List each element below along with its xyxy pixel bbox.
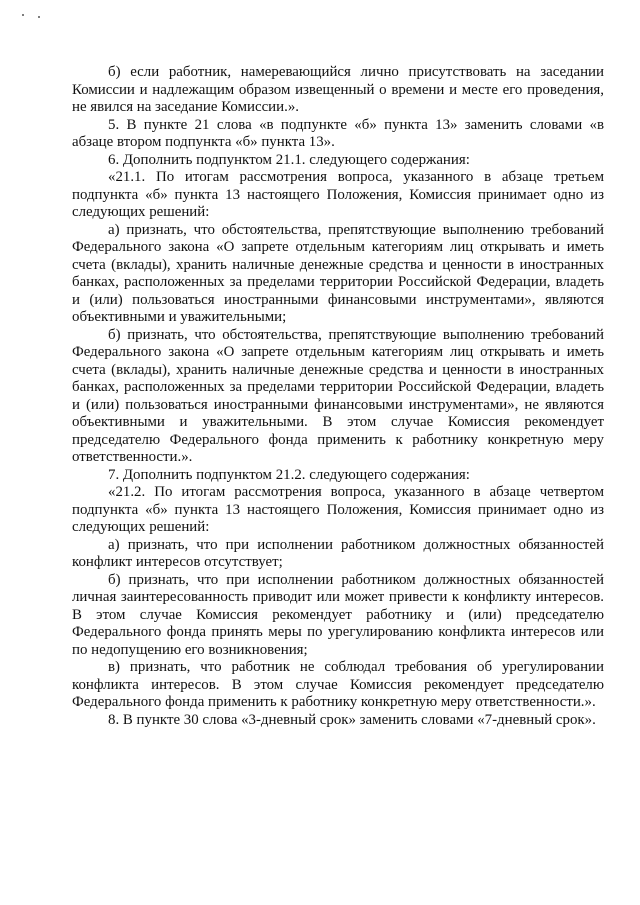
paragraph-item-7: 7. Дополнить подпунктом 21.2. следующего содержания: (108, 466, 470, 483)
paragraph-item-5: 5. В пункте 21 слова «в подпункте «б» пункта 13» заменить словами «в абзаце втором подпункта «б» пункта 13». (72, 116, 604, 150)
scan-speck (22, 14, 24, 16)
paragraph-21-1: «21.1. По итогам рассмотрения вопроса, указанного в абзаце третьем подпункта «б» пункта 13 настоящего Положения, Комиссия принимает одно из следующих решений: (72, 169, 604, 220)
paragraph-item-8: 8. В пункте 30 слова «3-дневный срок» заменить словами «7-дневный срок». (108, 711, 596, 728)
paragraph-21-2-v: в) признать, что работник не соблюдал требования об урегулировании конфликта интересов. В этом случае Комиссия рекомендует председателю Федерального фонда применить к работнику конкретную меру ответственности.». (72, 659, 604, 710)
paragraph-b-absence: б) если работник, намеревающийся лично присутствовать на заседании Комиссии и надлежащим образом извещенный о времени и месте его проведения, не явился на заседание Комиссии.». (72, 64, 604, 115)
paragraph-item-6: 6. Дополнить подпунктом 21.1. следующего содержания: (108, 151, 470, 168)
paragraph-21-2-a: а) признать, что при исполнении работником должностных обязанностей конфликт интересов отсутствует; (72, 536, 604, 570)
scan-speck (38, 16, 40, 18)
paragraph-21-2-b: б) признать, что при исполнении работником должностных обязанностей личная заинтересованность приводит или может привести к конфликту интересов. В этом случае Комиссия рекомендует работнику и (или) председателю Федерального фонда принять меры по урегулированию конфликта интересов или по недопущению его возникновения; (72, 571, 604, 658)
paragraph-21-1-a: а) признать, что обстоятельства, препятствующие выполнению требований Федерального закона «О запрете отдельным категориям лиц открывать и иметь счета (вклады), хранить наличные денежные средства и ценности в иностранных банках, расположенных за пределами территории Российской Федерации, владеть и (или) пользоваться иностранными финансовыми инструментами», являются объективными и уважительными; (72, 221, 604, 325)
paragraph-21-2: «21.2. По итогам рассмотрения вопроса, указанного в абзаце четвертом подпункта «б» пункта 13 настоящего Положения, Комиссия принимает одно из следующих решений: (72, 484, 604, 535)
document-body (72, 64, 604, 729)
paragraph-21-1-b: б) признать, что обстоятельства, препятствующие выполнению требований Федерального закона «О запрете отдельным категориям лиц открывать и иметь счета (вклады), хранить наличные денежные средства и ценности в иностранных банках, расположенных за пределами территории Российской Федерации, владеть и (или) пользоваться иностранными финансовыми инструментами», не являются объективными и уважительными. В этом случае Комиссия рекомендует председателю Федерального фонда применить к работнику конкретную меру ответственности.». (72, 326, 604, 465)
